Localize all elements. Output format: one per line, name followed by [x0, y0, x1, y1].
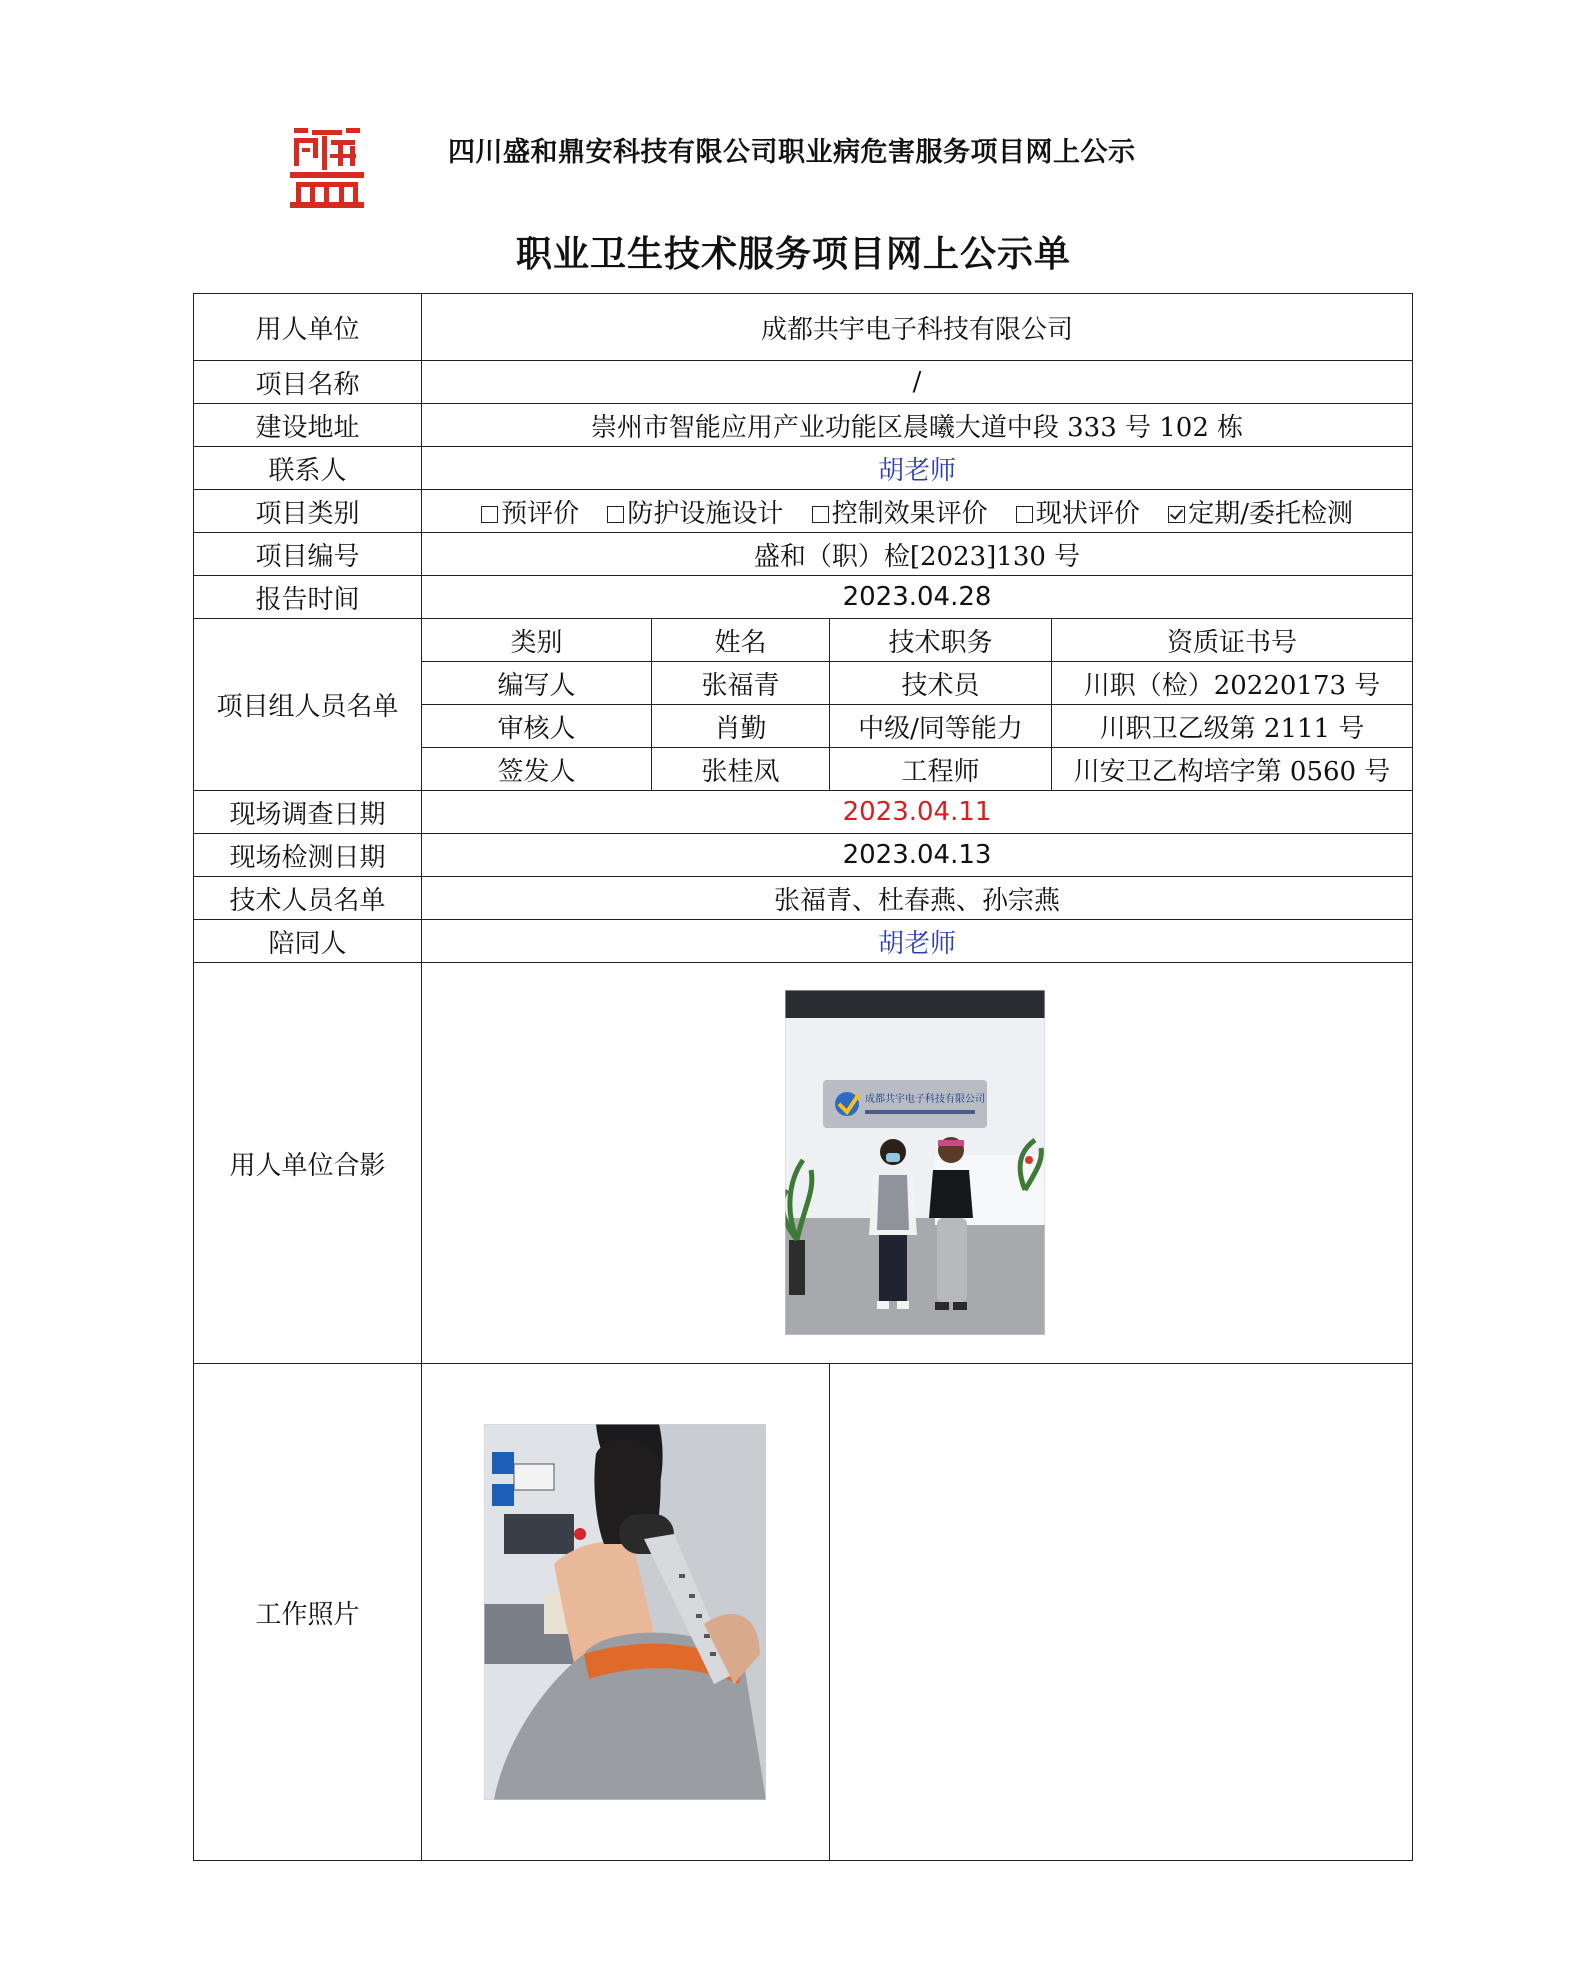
team-member-title: 技术员 [830, 662, 1052, 705]
technicians-label: 技术人员名单 [194, 877, 422, 920]
project-name-label: 项目名称 [194, 361, 422, 404]
category-option-protection-design[interactable]: 防护设施设计 [607, 493, 783, 530]
team-member-cert: 川职（检）20220173 号 [1052, 662, 1413, 705]
team-member-name: 张桂凤 [652, 748, 830, 791]
team-header-name: 姓名 [652, 619, 830, 662]
test-date-value: 2023.04.13 [422, 834, 1413, 877]
team-member-title: 中级/同等能力 [830, 705, 1052, 748]
group-photo-cell [422, 963, 1413, 1364]
technicians-value: 张福青、杜春燕、孙宗燕 [422, 877, 1413, 920]
category-option-control-effect[interactable]: 控制效果评价 [812, 493, 988, 530]
escort-label: 陪同人 [194, 920, 422, 963]
survey-date-label: 现场调查日期 [194, 791, 422, 834]
row-project-name [194, 361, 1413, 404]
team-member-role: 审核人 [422, 705, 652, 748]
row-work-photo [194, 1364, 1413, 1861]
report-time-label: 报告时间 [194, 576, 422, 619]
work-photo-label: 工作照片 [194, 1364, 422, 1861]
test-date-label: 现场检测日期 [194, 834, 422, 877]
team-member-cert: 川职卫乙级第 2111 号 [1052, 705, 1413, 748]
sheng-logo-icon [290, 128, 364, 208]
address-value: 崇州市智能应用产业功能区晨曦大道中段 333 号 102 栋 [422, 404, 1413, 447]
row-group-photo [194, 963, 1413, 1364]
document-title: 职业卫生技术服务项目网上公示单 [515, 233, 1071, 275]
category-option-pre-evaluation[interactable]: 预评价 [481, 493, 579, 530]
team-header-role: 类别 [422, 619, 652, 662]
company-sign-text: 成都共宇电子科技有限公司 [865, 1094, 985, 1105]
project-no-label: 项目编号 [194, 533, 422, 576]
team-member-role: 编写人 [422, 662, 652, 705]
team-member-title: 工程师 [830, 748, 1052, 791]
team-member-role: 签发人 [422, 748, 652, 791]
project-no-value: 盛和（职）检[2023]130 号 [422, 533, 1413, 576]
checkbox-icon [1016, 506, 1033, 523]
row-escort [194, 920, 1413, 963]
category-label: 项目类别 [194, 490, 422, 533]
team-header-row [194, 619, 1413, 662]
employer-label: 用人单位 [194, 294, 422, 361]
address-label: 建设地址 [194, 404, 422, 447]
row-test-date [194, 834, 1413, 877]
team-label: 项目组人员名单 [194, 619, 422, 791]
project-name-value: / [422, 361, 1413, 404]
contact-label: 联系人 [194, 447, 422, 490]
survey-date-value: 2023.04.11 [422, 791, 1413, 834]
checkbox-icon [481, 506, 498, 523]
team-member-name: 肖勤 [652, 705, 830, 748]
group-photo-image [785, 990, 1045, 1335]
organization-title: 四川盛和鼎安科技有限公司职业病危害服务项目网上公示 [448, 137, 1136, 168]
work-photo-empty-cell [830, 1364, 1413, 1861]
category-option-status-evaluation[interactable]: 现状评价 [1016, 493, 1140, 530]
row-contact [194, 447, 1413, 490]
row-survey-date [194, 791, 1413, 834]
employer-value: 成都共宇电子科技有限公司 [422, 294, 1413, 361]
row-employer [194, 294, 1413, 361]
team-member-name: 张福青 [652, 662, 830, 705]
category-option-periodic-testing[interactable]: 定期/委托检测 [1168, 493, 1353, 530]
row-technicians [194, 877, 1413, 920]
row-report-time [194, 576, 1413, 619]
report-time-value: 2023.04.28 [422, 576, 1413, 619]
checkbox-icon [812, 506, 829, 523]
team-member-cert: 川安卫乙构培字第 0560 号 [1052, 748, 1413, 791]
checkbox-icon [607, 506, 624, 523]
work-photo-cell [422, 1364, 830, 1861]
team-header-title: 技术职务 [830, 619, 1052, 662]
row-address [194, 404, 1413, 447]
disclosure-form-table [193, 293, 1413, 1861]
contact-value[interactable]: 胡老师 [422, 447, 1413, 490]
escort-value[interactable]: 胡老师 [422, 920, 1413, 963]
checkbox-checked-icon [1168, 506, 1185, 523]
row-project-no [194, 533, 1413, 576]
row-category [194, 490, 1413, 533]
work-photo-image [484, 1424, 766, 1800]
category-options [422, 490, 1413, 533]
group-photo-label: 用人单位合影 [194, 963, 422, 1364]
team-header-cert: 资质证书号 [1052, 619, 1413, 662]
